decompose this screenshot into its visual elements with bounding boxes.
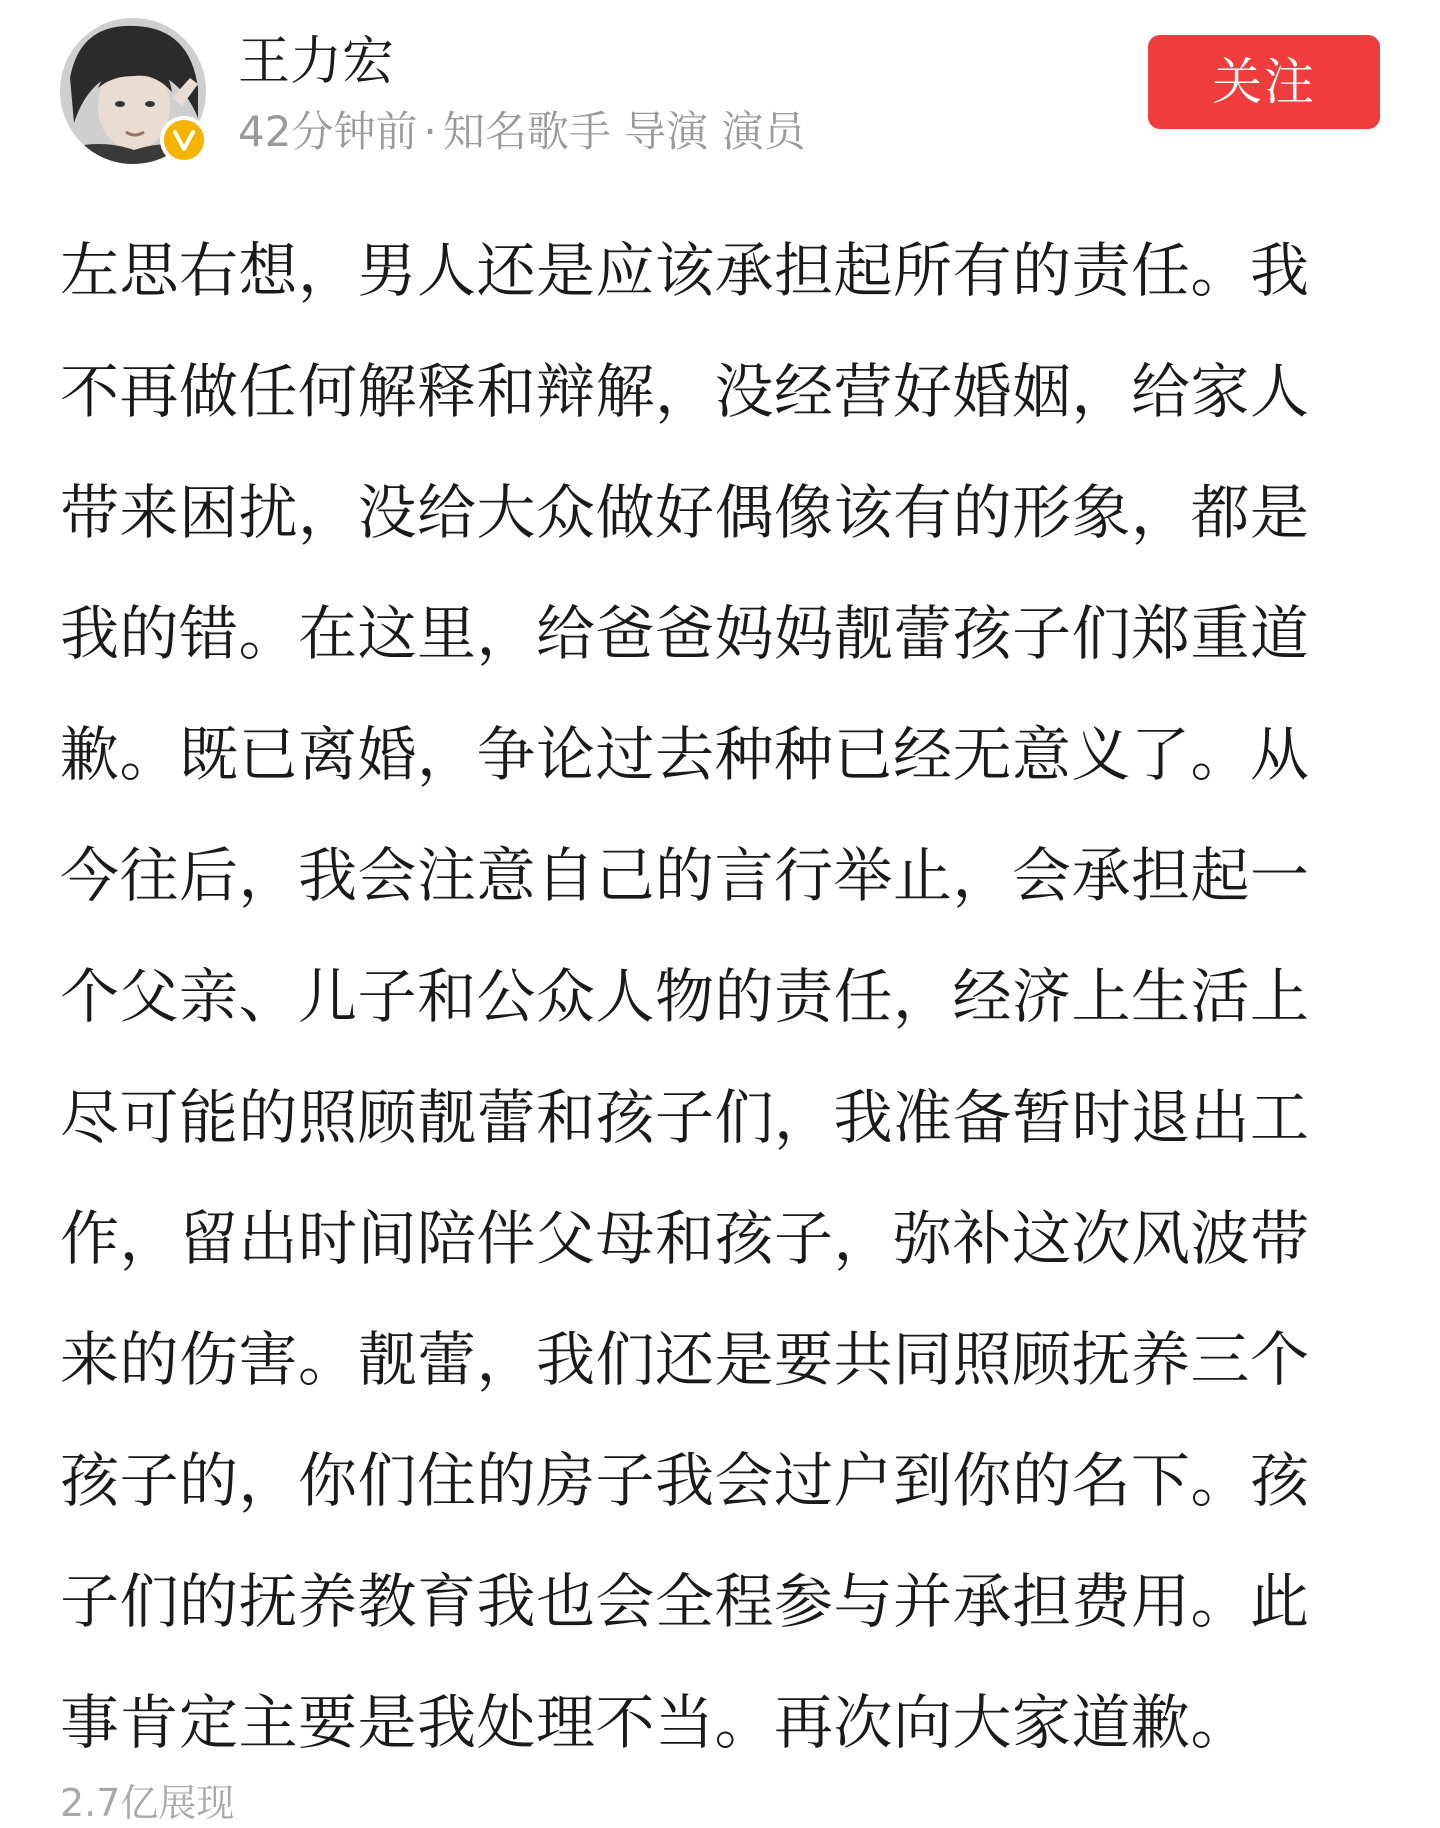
- author-description: 知名歌手 导演 演员: [442, 107, 806, 156]
- post-text-line: 作，留出时间陪伴父母和孩子，弥补这次风波带: [60, 1204, 1310, 1273]
- post-text-line: 来的伤害。靓蕾，我们还是要共同照顾抚养三个: [60, 1325, 1310, 1394]
- post-text-line: 今往后，我会注意自己的言行举止，会承担起一: [60, 841, 1310, 910]
- post-header: [0, 0, 1440, 180]
- post-meta: [238, 104, 806, 160]
- post-text-line: 左思右想，男人还是应该承担起所有的责任。我: [60, 236, 1310, 305]
- post-text-line: 尽可能的照顾靓蕾和孩子们，我准备暂时退出工: [60, 1083, 1310, 1152]
- follow-button[interactable]: 关注: [1148, 35, 1380, 129]
- post-text-line: 带来困扰，没给大众做好偶像该有的形象，都是: [60, 478, 1310, 547]
- post-time: 42分钟前: [238, 107, 418, 156]
- author-name[interactable]: 王力宏: [238, 32, 395, 92]
- post-content: [60, 210, 1350, 1783]
- post-text-line: 个父亲、儿子和公众人物的责任，经济上生活上: [60, 962, 1310, 1031]
- post-text-line: 歉。既已离婚，争论过去种种已经无意义了。从: [60, 720, 1310, 789]
- post-text-line: 不再做任何解释和辩解，没经营好婚姻，给家人: [60, 357, 1310, 426]
- post-text-line: 孩子的，你们住的房子我会过户到你的名下。孩: [60, 1446, 1310, 1515]
- view-count: 2.7亿展现: [60, 1781, 235, 1825]
- post-text-line: 我的错。在这里，给爸爸妈妈靓蕾孩子们郑重道: [60, 599, 1310, 668]
- post-text-line: 子们的抚养教育我也会全程参与并承担费用。此: [60, 1567, 1310, 1636]
- avatar[interactable]: [60, 18, 206, 164]
- meta-separator: ·: [423, 107, 437, 156]
- post-text-line: 事肯定主要是我处理不当。再次向大家道歉。: [60, 1688, 1251, 1757]
- verified-v-icon: [160, 116, 208, 164]
